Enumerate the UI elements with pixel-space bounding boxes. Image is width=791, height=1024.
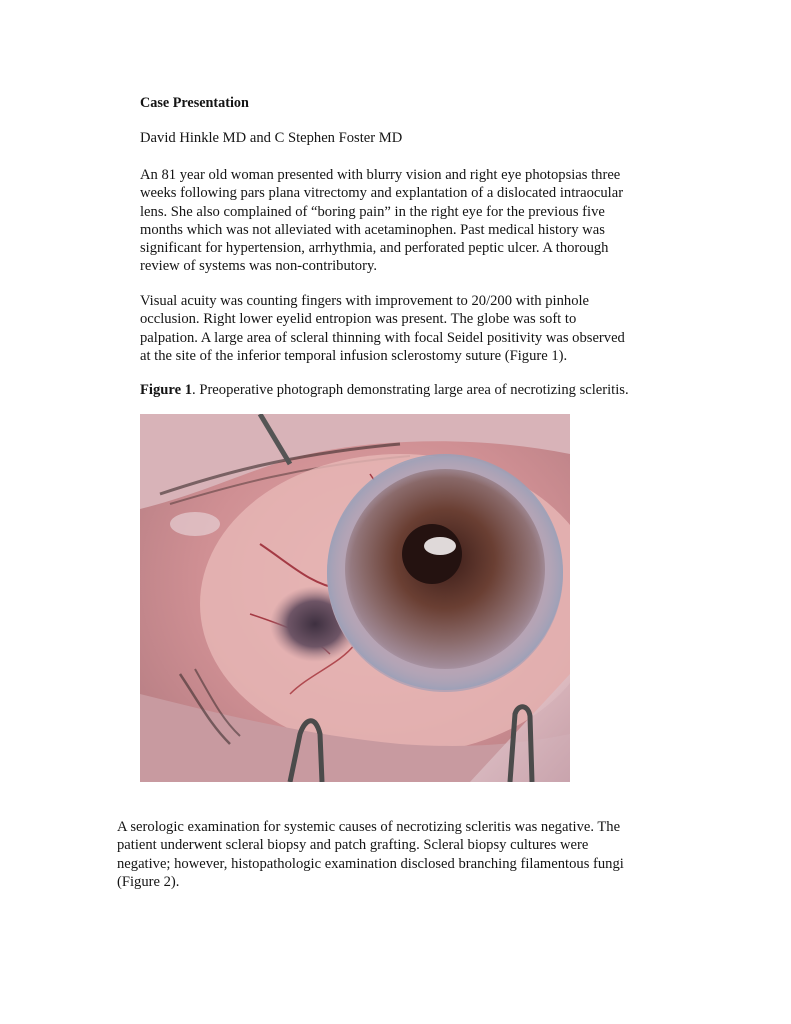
text-line: Visual acuity was counting fingers with improvement to 20/200 with pinhole	[140, 293, 590, 309]
lid-fold	[170, 512, 220, 536]
text-line: negative; however, histopathologic examination disclosed branching filamentous fungi	[117, 855, 624, 872]
text-line: occlusion. Right lower eyelid entropion was present. The globe was soft to	[140, 311, 577, 328]
text-line: A serologic examination for systemic causes of necrotizing scleritis was negative. The	[117, 819, 621, 835]
text-line: weeks following pars plana vitrectomy and explantation of a dislocated intraocular	[140, 185, 624, 202]
figure-1-caption-text: . Preoperative photograph demonstrating large area of necrotizing scleritis.	[192, 382, 629, 398]
authors-line: David Hinkle MD and C Stephen Foster MD	[140, 130, 403, 146]
paragraph-workup	[117, 818, 677, 891]
text-line: (Figure 2).	[117, 873, 180, 890]
corneal-reflection	[424, 537, 456, 555]
paragraph-history	[140, 166, 680, 276]
section-title: Case Presentation	[140, 95, 249, 111]
figure-1-label: Figure 1	[140, 382, 193, 398]
text-line: patient underwent scleral biopsy and patch grafting. Scleral biopsy cultures were	[117, 837, 589, 854]
pupil	[402, 524, 462, 584]
text-line: significant for hypertension, arrhythmia, and perforated peptic ulcer. A thorough	[140, 240, 609, 257]
figure-1-caption	[140, 381, 700, 399]
text-line: at the site of the inferior temporal infusion sclerostomy suture (Figure 1).	[140, 347, 568, 364]
text-line: review of systems was non-contributory.	[140, 258, 377, 275]
text-line: months which was not alleviated with acetaminophen. Past medical history was	[140, 221, 605, 238]
figure-1-eye-photograph	[140, 414, 570, 782]
text-line: lens. She also complained of “boring pain” in the right eye for the previous five	[140, 203, 605, 220]
text-line: palpation. A large area of scleral thinning with focal Seidel positivity was observed	[140, 329, 625, 346]
text-line: An 81 year old woman presented with blurry vision and right eye photopsias three	[140, 167, 621, 183]
paragraph-exam	[140, 292, 680, 365]
